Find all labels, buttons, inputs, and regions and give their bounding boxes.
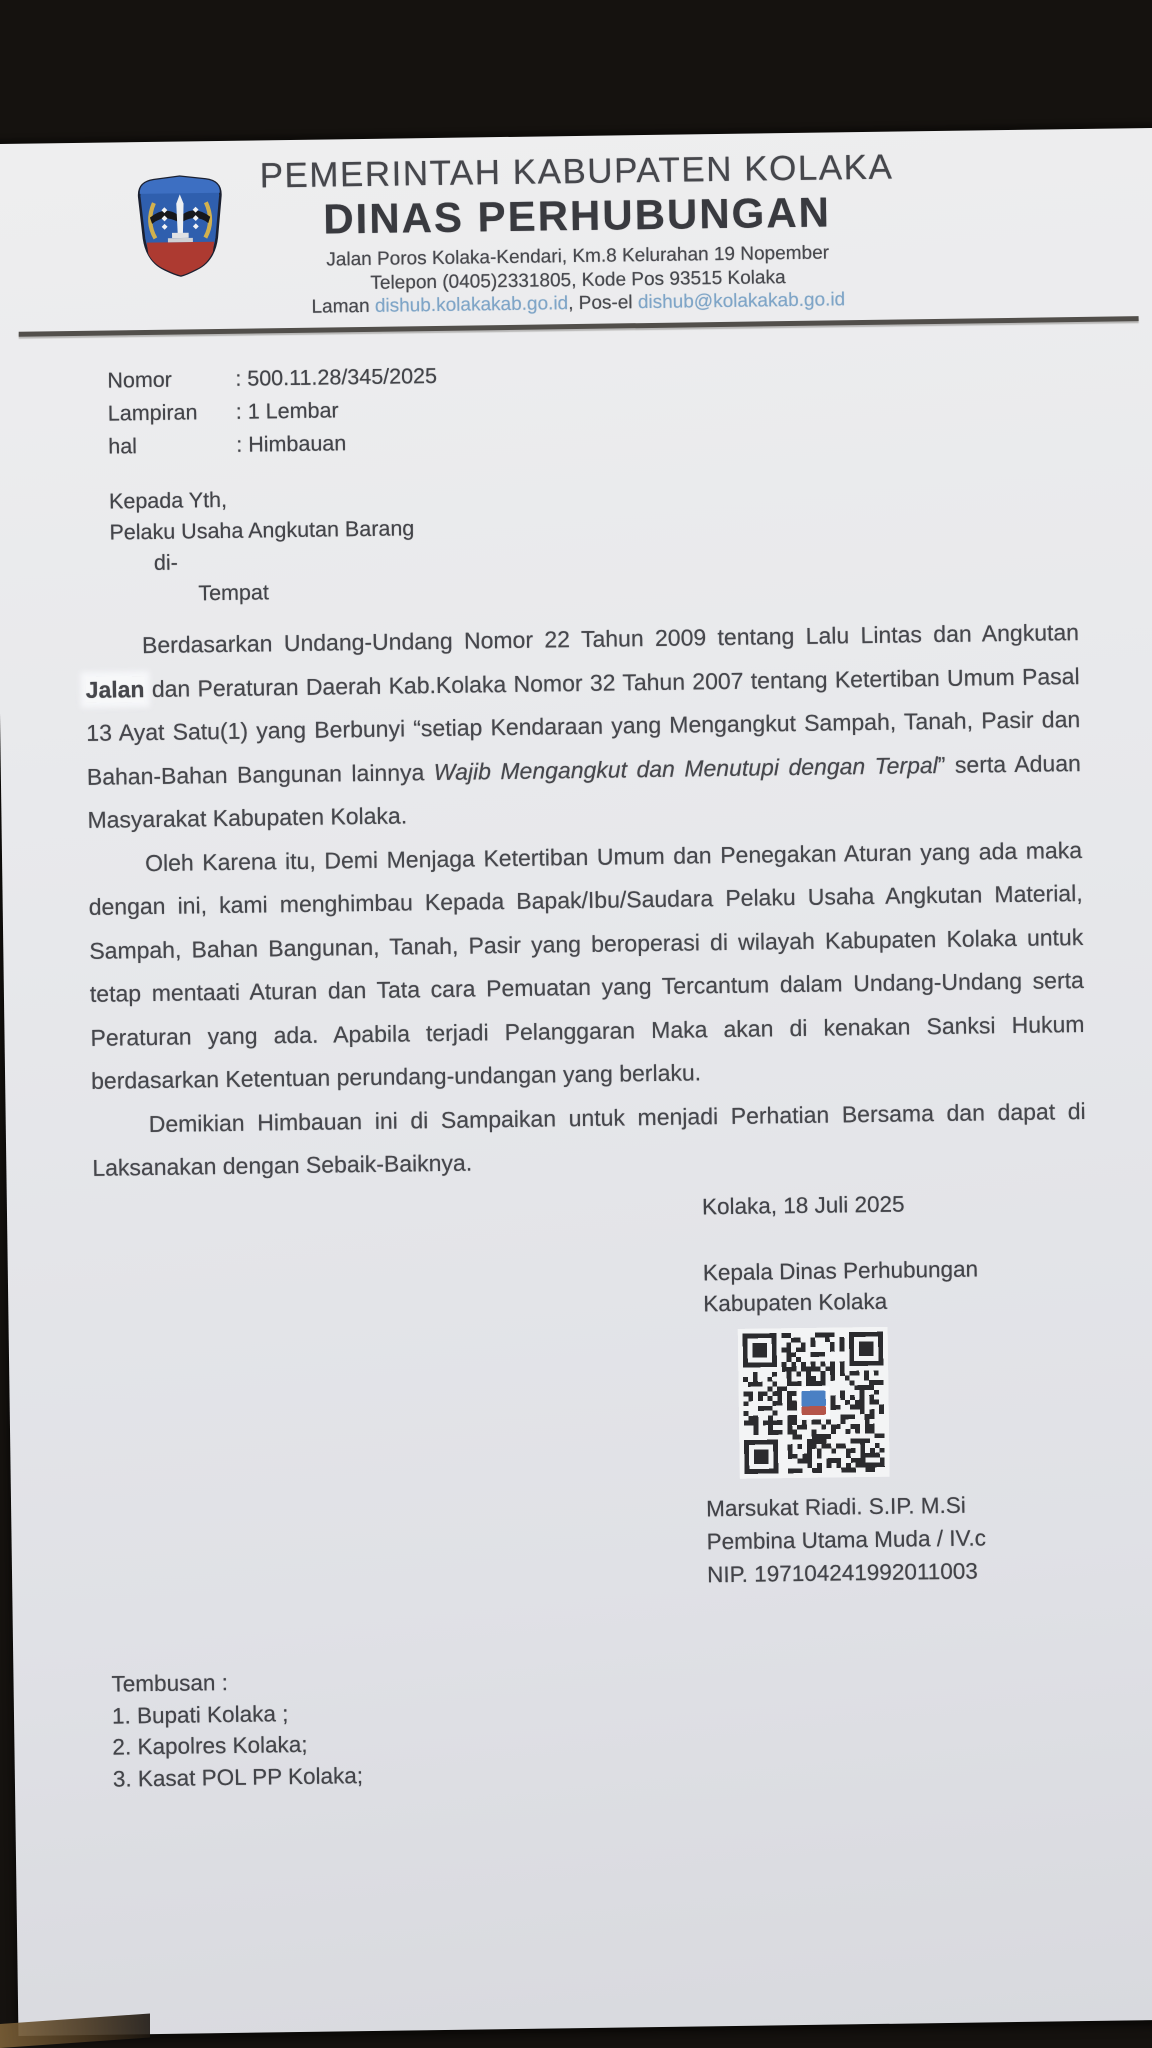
tembusan-item-3: 3. Kasat POL PP Kolaka; [112,1762,364,1792]
reference-row-hal [108,426,438,464]
signer-title-line1: Kepala Dinas Perhubungan [702,1256,979,1286]
signer-name: Marsukat Riadi. S.IP. M.Si [706,1492,967,1522]
letterhead [0,144,1152,324]
addressee-block [109,482,416,610]
signer-identity [706,1488,987,1591]
place-and-date: Kolaka, 18 Juli 2025 [701,1191,905,1220]
tembusan-label: Tembusan : [111,1670,229,1697]
addressee-name: Pelaku Usaha Angkutan Barang [109,516,415,545]
signer-title-line2: Kabupaten Kolaka [703,1288,888,1317]
nomor-value: : 500.11.28/345/2025 [235,363,438,391]
agency-name: DINAS PERHUBUNGAN [322,188,832,243]
email-link: dishub@kolakakab.go.id [637,289,846,314]
reference-row-nomor [107,360,437,398]
signer-rank: Pembina Utama Muda / IV.c [706,1525,987,1555]
paragraph-1-part2: dan Peraturan Daerah Kab.Kolaka Nomor 32 Tahun 2007 tentang Ketertiban Umum Pasal 13 Ayat Satu(1) yang Berbunyi “setiap Kendaraan yang Mengangkut Sampah, Tanah, Pasir dan Bahan-Bahan Bangunan lainnya [86,662,1081,790]
paragraph-1 [85,611,1082,842]
paragraph-1-corrected-word: Jalan [85,675,145,703]
address-line-2: Telepon (0405)2331805, Kode Pos 93515 Kolaka [370,266,786,294]
address-line-1: Jalan Poros Kolaka-Kendari, Km.8 Kelurahan 19 Nopember [326,242,830,271]
paragraph-1-italic-phrase: Wajib Mengangkut dan Menutupi dengan Terpal [433,751,938,785]
signature-block [702,1190,987,1591]
hal-value: : Himbauan [236,431,347,457]
reference-block [107,360,438,464]
paragraph-1-part1: Berdasarkan Undang-Undang Nomor 22 Tahun 2009 tentang Lalu Lintas dan Angkutan [141,619,1080,659]
posel-label: , Pos-el [568,292,639,315]
signature-qr-code [738,1327,890,1479]
website-link: dishub.kolakakab.go.id [374,293,569,317]
lampiran-label: Lampiran [107,400,198,426]
addressee-di: di- [153,550,178,575]
tembusan-block [111,1665,363,1794]
letterhead-address [0,237,1152,324]
paragraph-1-part3: ” serta Aduan Masyarakat Kabupaten Kolaka. [87,749,1081,833]
hal-label: hal [108,434,138,459]
tembusan-item-1: 1. Bupati Kolaka ; [111,1700,289,1729]
addressee-place: Tempat [198,580,270,606]
signer-nip: NIP. 197104241992011003 [706,1558,978,1588]
letter-paper [0,128,1152,2036]
reference-row-lampiran [108,393,438,431]
letter-body [85,611,1087,1190]
addressee-salutation: Kepada Yth, [108,487,228,514]
government-name: PEMERINTAH KABUPATEN KOLAKA [259,147,894,196]
nomor-label: Nomor [107,367,173,393]
laman-label: Laman [311,295,376,318]
tembusan-item-2: 2. Kapolres Kolaka; [112,1731,308,1760]
lampiran-value: : 1 Lembar [235,398,339,424]
paragraph-3: Demikian Himbauan ini di Sampaikan untuk menjadi Perhatian Bersama dan dapat di Laksanakan dengan Sebaik-Baiknya. [92,1097,1086,1181]
paragraph-2: Oleh Karena itu, Demi Menjaga Ketertiban Umum dan Penegakan Aturan yang ada maka dengan ini, kami menghimbau Kepada Bapak/Ibu/Saudara Pelaku Usaha Angkutan Material, Sampah, Bahan Bangunan, Tanah, Pasir yang beroperasi di wilayah Kabupaten Kolaka untuk tetap mentaati Aturan dan Tata cara Pemuatan yang Tercantum dalam Undang-Undang serta Peraturan yang ada. Apabila terjadi Pelanggaran Maka akan di kenakan Sanksi Hukum berdasarkan Ketentuan perundang-undangan yang berlaku. [88,836,1085,1094]
